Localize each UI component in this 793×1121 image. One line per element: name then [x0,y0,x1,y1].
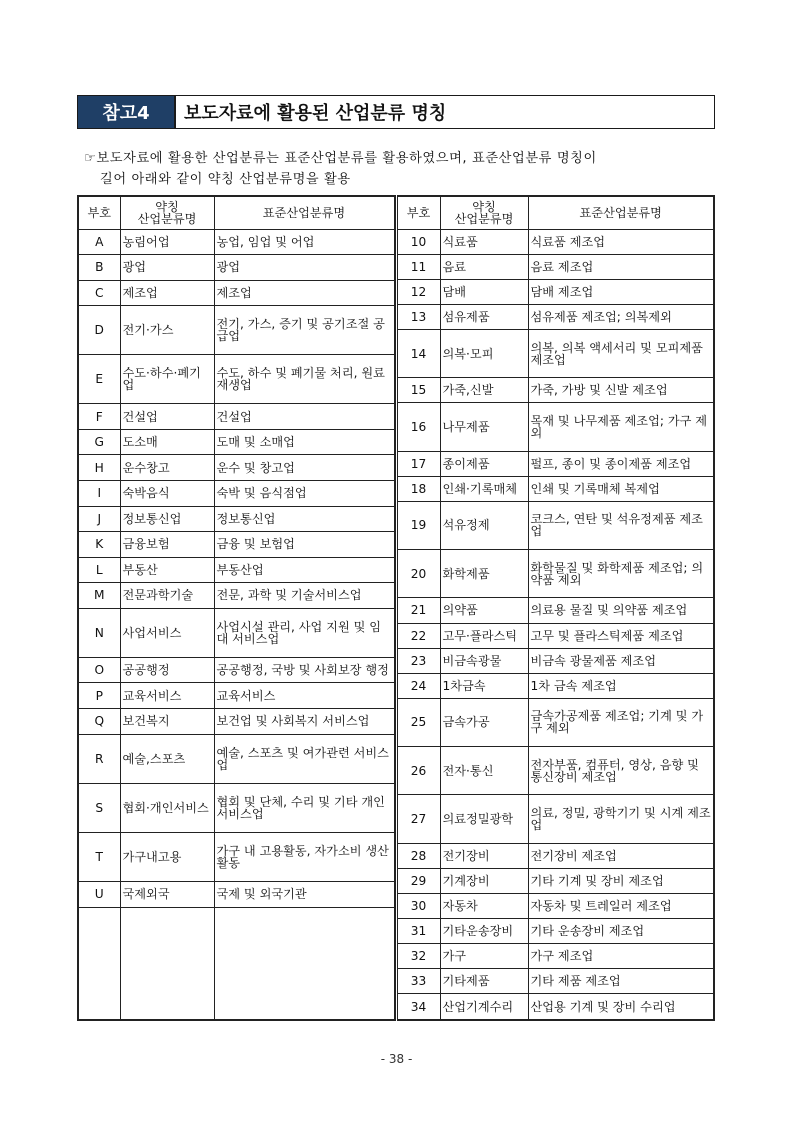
table-row [396,550,714,598]
intro-line-1: ☞보도자료에 활용한 산업분류는 표준산업분류를 활용하였으며, 표준산업분류 명칭이 [84,151,597,166]
table-row [396,501,714,549]
abbr-cell: 전자·통신 [440,747,528,795]
code-cell: 14 [396,329,440,377]
col-header-std: 표준산업분류명 [528,196,714,229]
abbr-cell: 공공행정 [120,657,214,683]
abbr-cell: 담배 [440,279,528,304]
std-cell: 국제 및 외국기관 [214,881,394,907]
std-cell: 고무 및 플라스틱제품 제조업 [528,623,714,648]
table-row [396,648,714,673]
table-row [78,255,394,281]
code-cell: 30 [396,893,440,918]
std-cell: 숙박 및 음식점업 [214,481,394,507]
abbr-cell: 보건복지 [120,708,214,734]
code-cell: C [78,280,120,306]
std-cell: 산업용 기계 및 장비 수리업 [528,994,714,1020]
abbr-cell: 광업 [120,255,214,281]
code-cell: 26 [396,747,440,795]
col-header-code: 부호 [396,196,440,229]
abbr-cell: 제조업 [120,280,214,306]
std-cell: 가구 제조업 [528,944,714,969]
table-row [396,403,714,451]
table-row [396,893,714,918]
abbr-cell: 전기장비 [440,843,528,868]
abbr-cell: 교육서비스 [120,683,214,709]
code-cell: G [78,429,120,455]
std-cell: 보건업 및 사회복지 서비스업 [214,708,394,734]
abbr-cell: 산업기계수리 [440,994,528,1020]
table-row [78,683,394,709]
abbr-cell: 건설업 [120,404,214,430]
std-cell: 정보통신업 [214,506,394,532]
table-row [396,229,714,254]
code-cell: N [78,608,120,657]
table-row [396,451,714,476]
code-cell: F [78,404,120,430]
code-cell: O [78,657,120,683]
std-cell: 코크스, 연탄 및 석유정제품 제조업 [528,501,714,549]
abbr-cell: 정보통신업 [120,506,214,532]
std-cell: 식료품 제조업 [528,229,714,254]
std-cell: 1차 금속 제조업 [528,673,714,698]
abbr-cell: 식료품 [440,229,528,254]
code-cell: 31 [396,919,440,944]
code-cell: 24 [396,673,440,698]
table-row [78,583,394,609]
std-cell: 기타 제품 제조업 [528,969,714,994]
std-cell: 기타 운송장비 제조업 [528,919,714,944]
table-row [396,843,714,868]
abbr-cell: 섬유제품 [440,304,528,329]
std-cell: 도매 및 소매업 [214,429,394,455]
code-cell: E [78,355,120,404]
abbr-cell: 기계장비 [440,868,528,893]
std-cell: 협회 및 단체, 수리 및 기타 개인 서비스업 [214,783,394,832]
abbr-cell: 농림어업 [120,229,214,255]
std-cell: 제조업 [214,280,394,306]
std-cell: 공공행정, 국방 및 사회보장 행정 [214,657,394,683]
table-row [78,657,394,683]
abbr-cell: 가죽,신발 [440,378,528,403]
abbr-cell: 의료정밀광학 [440,795,528,843]
abbr-cell: 고무·플라스틱 [440,623,528,648]
table-row [396,476,714,501]
table-row [78,557,394,583]
std-cell: 전기, 가스, 증기 및 공기조절 공급업 [214,306,394,355]
code-cell: 29 [396,868,440,893]
table-row [396,279,714,304]
code-cell: 12 [396,279,440,304]
std-cell: 자동차 및 트레일러 제조업 [528,893,714,918]
abbr-cell: 사업서비스 [120,608,214,657]
table-row [396,868,714,893]
table-row [396,673,714,698]
code-cell: 20 [396,550,440,598]
abbr-cell: 석유정제 [440,501,528,549]
std-cell: 부동산업 [214,557,394,583]
abbr-cell: 종이제품 [440,451,528,476]
std-cell: 인쇄 및 기록매체 복제업 [528,476,714,501]
code-cell: H [78,455,120,481]
table-row [396,698,714,746]
std-cell: 농업, 임업 및 어업 [214,229,394,255]
abbr-cell: 기타운송장비 [440,919,528,944]
abbr-cell: 나무제품 [440,403,528,451]
std-cell: 전자부품, 컴퓨터, 영상, 음향 및 통신장비 제조업 [528,747,714,795]
industry-table [77,195,711,1021]
section-tag: 참고4 [78,96,174,128]
code-cell: 28 [396,843,440,868]
abbr-cell: 수도·하수·폐기업 [120,355,214,404]
table-row [396,623,714,648]
code-cell: 27 [396,795,440,843]
std-cell: 음료 제조업 [528,254,714,279]
abbr-cell: 예술,스포츠 [120,734,214,783]
code-cell: K [78,532,120,558]
table-row [78,506,394,532]
std-cell: 목재 및 나무제품 제조업; 가구 제외 [528,403,714,451]
table-row [78,832,394,881]
std-cell: 펄프, 종이 및 종이제품 제조업 [528,451,714,476]
abbr-cell: 인쇄·기록매체 [440,476,528,501]
std-cell: 비금속 광물제품 제조업 [528,648,714,673]
std-cell: 전기장비 제조업 [528,843,714,868]
table-row [78,532,394,558]
std-cell: 섬유제품 제조업; 의복제외 [528,304,714,329]
code-cell: I [78,481,120,507]
table-row [396,378,714,403]
code-cell: S [78,783,120,832]
table-header-row [78,196,394,229]
table-row [396,329,714,377]
std-cell: 화학물질 및 화학제품 제조업; 의약품 제외 [528,550,714,598]
std-cell: 의료용 물질 및 의약품 제조업 [528,598,714,623]
intro-line-2: 길어 아래와 같이 약칭 산업분류명을 활용 [100,172,351,187]
abbr-cell: 가구내고용 [120,832,214,881]
code-cell: 22 [396,623,440,648]
abbr-cell: 전문과학기술 [120,583,214,609]
abbr-cell: 협회·개인서비스 [120,783,214,832]
abbr-cell: 전기·가스 [120,306,214,355]
table-row [78,608,394,657]
abbr-cell: 1차금속 [440,673,528,698]
abbr-cell: 의약품 [440,598,528,623]
abbr-cell: 가구 [440,944,528,969]
abbr-cell: 의복·모피 [440,329,528,377]
empty-cell [78,907,120,1020]
std-cell: 의복, 의복 액세서리 및 모피제품 제조업 [528,329,714,377]
table-row [396,944,714,969]
abbr-cell: 금속가공 [440,698,528,746]
table-row [78,306,394,355]
table-row [396,994,714,1020]
table-row [78,229,394,255]
code-cell: 34 [396,994,440,1020]
code-cell: L [78,557,120,583]
code-cell: 18 [396,476,440,501]
abbr-cell: 기타제품 [440,969,528,994]
code-cell: A [78,229,120,255]
page-number: - 38 - [380,1052,413,1066]
code-cell: D [78,306,120,355]
col-header-abbr: 약칭 산업분류명 [120,196,214,229]
table-row [78,881,394,907]
std-cell: 의료, 정밀, 광학기기 및 시계 제조업 [528,795,714,843]
code-cell: 15 [396,378,440,403]
std-cell: 가죽, 가방 및 신발 제조업 [528,378,714,403]
table-row [78,355,394,404]
std-cell: 교육서비스 [214,683,394,709]
code-cell: J [78,506,120,532]
empty-cell [214,907,394,1020]
table-row [78,429,394,455]
abbr-cell: 자동차 [440,893,528,918]
std-cell: 기타 기계 및 장비 제조업 [528,868,714,893]
col-header-code: 부호 [78,196,120,229]
empty-cell [120,907,214,1020]
abbr-cell: 음료 [440,254,528,279]
abbr-cell: 금융보험 [120,532,214,558]
std-cell: 수도, 하수 및 폐기물 처리, 원료 재생업 [214,355,394,404]
table-row [78,280,394,306]
code-cell: 11 [396,254,440,279]
table-row [396,747,714,795]
std-cell: 가구 내 고용활동, 자가소비 생산활동 [214,832,394,881]
code-cell: 13 [396,304,440,329]
code-cell: 19 [396,501,440,549]
std-cell: 광업 [214,255,394,281]
std-cell: 운수 및 창고업 [214,455,394,481]
std-cell: 금속가공제품 제조업; 기계 및 가구 제외 [528,698,714,746]
code-cell: 10 [396,229,440,254]
abbr-cell: 숙박음식 [120,481,214,507]
table-row [396,598,714,623]
empty-row [78,907,394,1020]
table-row [78,481,394,507]
code-cell: 33 [396,969,440,994]
std-cell: 금융 및 보험업 [214,532,394,558]
abbr-cell: 부동산 [120,557,214,583]
code-cell: B [78,255,120,281]
table-row [396,969,714,994]
col-header-std: 표준산업분류명 [214,196,394,229]
table-row [396,919,714,944]
code-cell: T [78,832,120,881]
table-row [78,708,394,734]
code-cell: 25 [396,698,440,746]
table-right [395,195,716,1021]
table-row [396,795,714,843]
table-row [396,304,714,329]
code-cell: 17 [396,451,440,476]
code-cell: 32 [396,944,440,969]
table-left [77,195,395,1021]
code-cell: 16 [396,403,440,451]
std-cell: 전문, 과학 및 기술서비스업 [214,583,394,609]
table-row [78,734,394,783]
code-cell: M [78,583,120,609]
abbr-cell: 도소매 [120,429,214,455]
code-cell: U [78,881,120,907]
abbr-cell: 비금속광물 [440,648,528,673]
code-cell: R [78,734,120,783]
abbr-cell: 운수창고 [120,455,214,481]
code-cell: 23 [396,648,440,673]
table-header-row [396,196,714,229]
abbr-cell: 화학제품 [440,550,528,598]
std-cell: 건설업 [214,404,394,430]
std-cell: 담배 제조업 [528,279,714,304]
section-header [77,95,715,129]
table-row [78,783,394,832]
col-header-abbr: 약칭 산업분류명 [440,196,528,229]
table-row [396,254,714,279]
code-cell: 21 [396,598,440,623]
code-cell: P [78,683,120,709]
std-cell: 예술, 스포츠 및 여가관련 서비스업 [214,734,394,783]
abbr-cell: 국제외국 [120,881,214,907]
section-title: 보도자료에 활용된 산업분류 명칭 [174,96,714,128]
table-row [78,455,394,481]
std-cell: 사업시설 관리, 사업 지원 및 임대 서비스업 [214,608,394,657]
intro-paragraph [84,148,720,190]
code-cell: Q [78,708,120,734]
table-row [78,404,394,430]
